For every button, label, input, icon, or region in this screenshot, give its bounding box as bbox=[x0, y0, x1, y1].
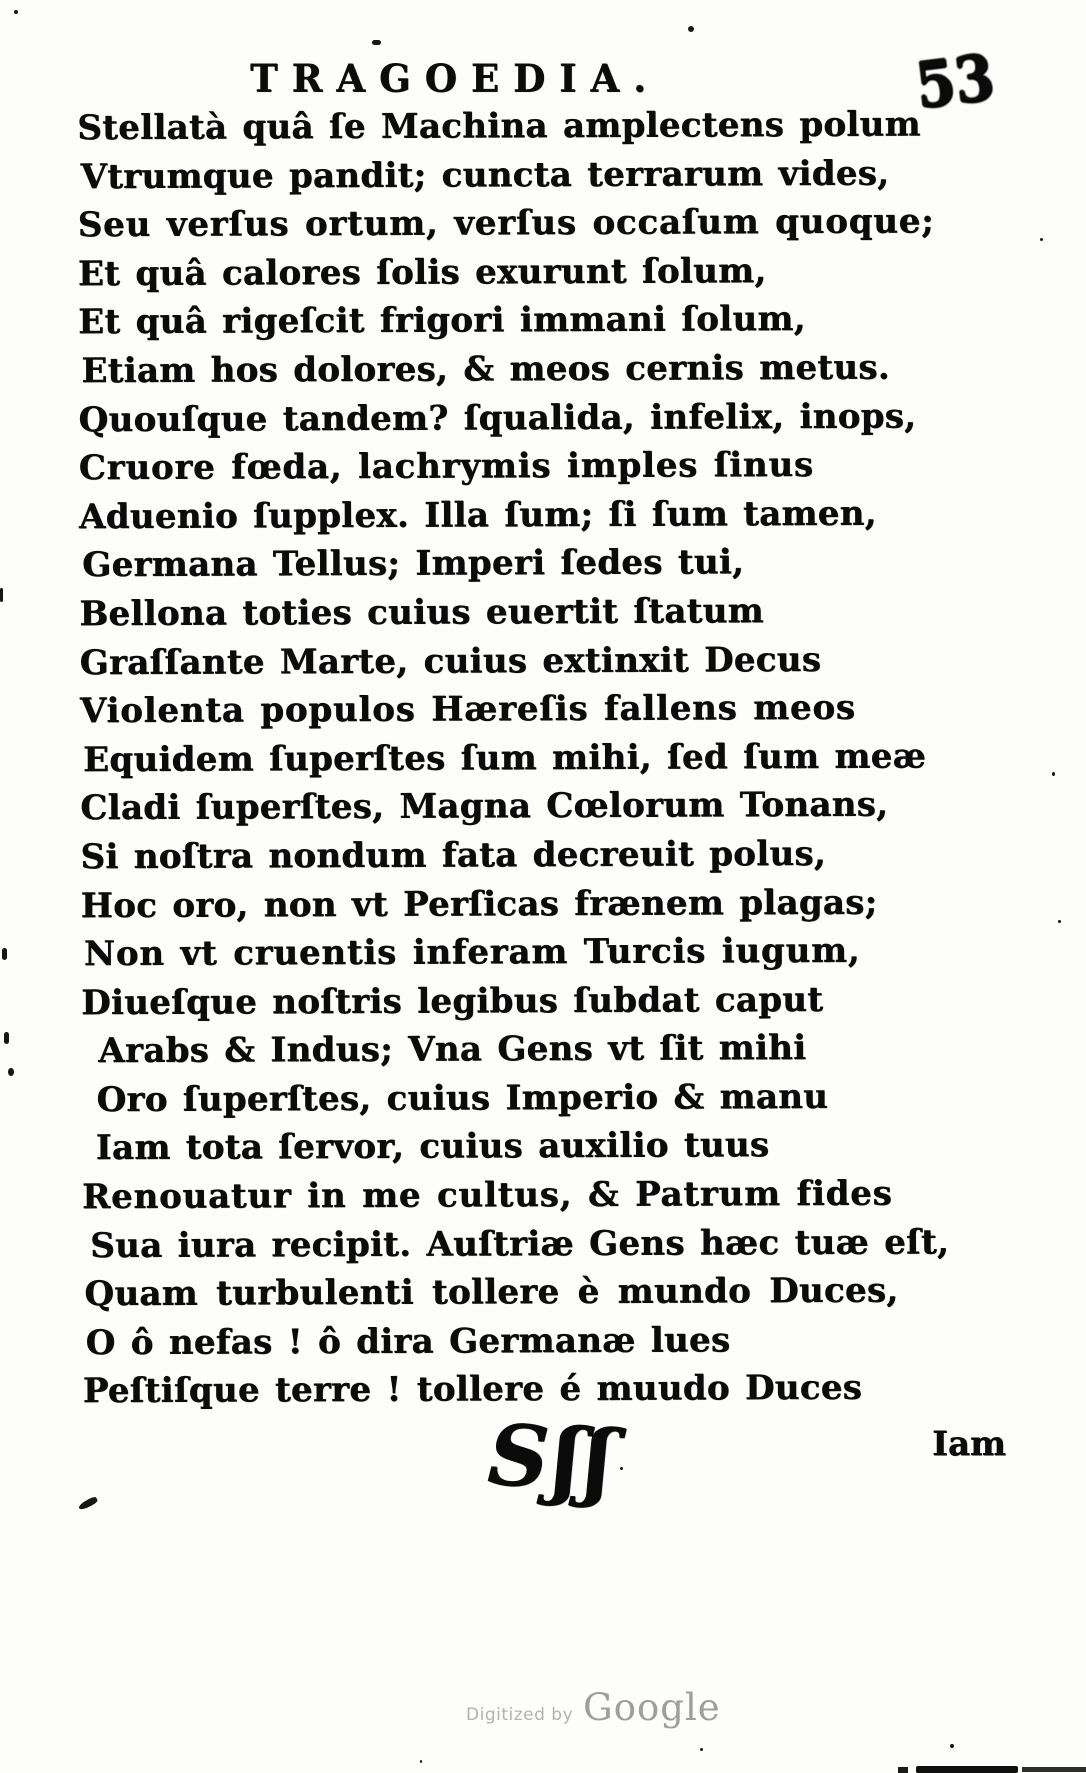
ink-speck bbox=[4, 1032, 9, 1044]
ink-speck bbox=[688, 26, 694, 32]
poem-line: Stellatà quâ ſe Machina amplectens polum bbox=[77, 104, 921, 149]
ink-speck bbox=[700, 1748, 703, 1751]
ink-speck bbox=[14, 10, 18, 14]
scan-artifact-bar bbox=[898, 1767, 908, 1773]
poem-line: Germana Tellus; Imperi ſedes tui, bbox=[82, 542, 745, 586]
poem-line: Peſtiſque terre ! tollere é muudo Duces bbox=[82, 1368, 863, 1412]
poem-line: Bellona toties cuius euertit ſtatum bbox=[79, 591, 764, 635]
poem-line: Cruore fœda, lachrymis imples ſinus bbox=[78, 445, 814, 489]
poem-text-block bbox=[77, 104, 1043, 1420]
poem-line: Hoc oro, non vt Perſicas frænem plagas; bbox=[80, 882, 878, 926]
poem-line: Arabs & Indus; Vna Gens vt ſit mihi bbox=[98, 1028, 807, 1072]
poem-line: Quouſque tandem? ſqualida, infelix, inops, bbox=[78, 396, 917, 440]
poem-line: Cladi ſuperſtes, Magna Cœlorum Tonans, bbox=[80, 784, 889, 829]
poem-line: Etiam hos dolores, & meos cernis metus. bbox=[81, 347, 890, 392]
poem-line: Diueſque noſtris legibus ſubdat caput bbox=[80, 979, 824, 1023]
poem-line: Violenta populos Hæreſis fallens meos bbox=[79, 687, 856, 732]
poem-line: Equidem ſuperſtes ſum mihi, ſed ſum meæ bbox=[82, 736, 927, 780]
ink-speck bbox=[78, 1496, 99, 1512]
poem-line: Renouatur in me cultus, & Patrum fides bbox=[81, 1173, 893, 1218]
ink-speck bbox=[372, 40, 381, 45]
ink-speck bbox=[0, 588, 3, 602]
poem-line: Et quâ calores ſolis exurunt ſolum, bbox=[77, 250, 767, 294]
ink-speck bbox=[1052, 772, 1055, 776]
poem-line: Aduenio ſupplex. Illa ſum; ſi ſum tamen, bbox=[78, 493, 877, 537]
gathering-signature-mark: Sʃʃ bbox=[485, 1404, 619, 1511]
poem-line: Vtrumque pandit; cuncta terrarum vides, bbox=[80, 153, 890, 197]
google-watermark bbox=[466, 1686, 721, 1729]
ink-speck bbox=[2, 948, 7, 960]
ink-speck bbox=[8, 1068, 14, 1076]
google-logo: Google bbox=[583, 1686, 721, 1729]
page-number: 53 bbox=[911, 39, 999, 123]
ink-speck bbox=[420, 1760, 422, 1763]
poem-line: Quam turbulenti tollere è mundo Duces, bbox=[84, 1270, 899, 1315]
digitized-by-label: Digitized by bbox=[466, 1705, 574, 1725]
ink-speck bbox=[620, 1467, 623, 1470]
scan-artifact-bar bbox=[916, 1766, 1018, 1773]
running-title: TRAGOEDIA. bbox=[250, 55, 661, 101]
poem-line: Oro ſuperſtes, cuius Imperio & manu bbox=[96, 1076, 829, 1120]
poem-line: Seu verſus ortum, verſus occaſum quoque; bbox=[77, 201, 935, 246]
poem-line: Sua iura recipit. Auſtriæ Gens hæc tuæ eſt, bbox=[90, 1221, 950, 1266]
poem-line: O ô nefas ! ô dira Germanæ lues bbox=[85, 1320, 731, 1363]
scan-artifact-bar bbox=[1022, 1767, 1086, 1772]
poem-line: Si noſtra nondum fata decreuit polus, bbox=[80, 833, 826, 877]
catchword: Iam bbox=[932, 1424, 1006, 1464]
ink-speck bbox=[1040, 238, 1043, 241]
poem-line: Non vt cruentis inferam Turcis iugum, bbox=[83, 930, 861, 975]
ink-speck bbox=[950, 1744, 954, 1748]
ink-speck bbox=[1058, 920, 1061, 923]
poem-line: Iam tota ſervor, cuius auxilio tuus bbox=[95, 1125, 770, 1169]
poem-line: Graſſante Marte, cuius extinxit Decus bbox=[79, 639, 822, 683]
poem-line: Et quâ rigeſcit frigori immani ſolum, bbox=[77, 299, 806, 343]
